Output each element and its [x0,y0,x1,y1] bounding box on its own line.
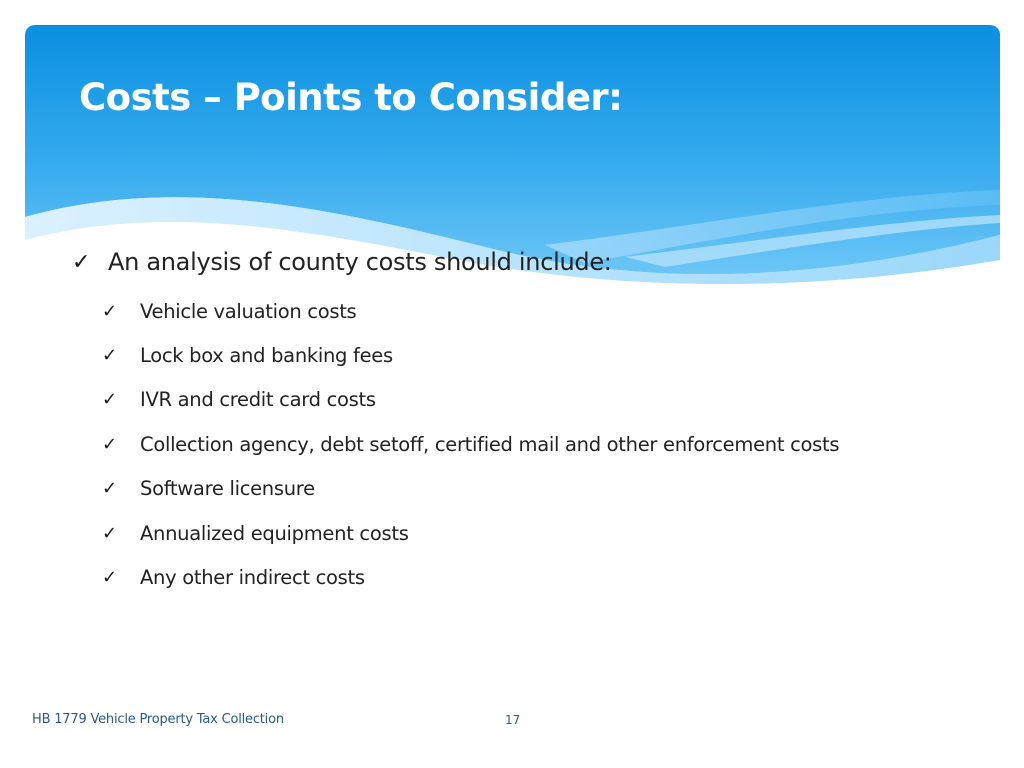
checkmark-icon: ✓ [72,249,91,275]
sub-bullet-list [72,289,972,600]
checkmark-icon: ✓ [102,300,118,322]
sub-bullet [72,289,972,333]
sub-bullet-text: Any other indirect costs [140,566,365,590]
checkmark-icon: ✓ [102,433,118,455]
sub-bullet-text: Annualized equipment costs [140,521,409,545]
slide-title: Costs – Points to Consider: [79,76,623,119]
checkmark-icon: ✓ [102,478,118,500]
sub-bullet [72,511,972,555]
sub-bullet-text: IVR and credit card costs [140,388,376,412]
checkmark-icon: ✓ [102,522,118,544]
checkmark-icon: ✓ [102,389,118,411]
sub-bullet-text: Lock box and banking fees [140,344,393,368]
sub-bullet [72,378,972,422]
checkmark-icon: ✓ [102,567,118,589]
sub-bullet [72,467,972,511]
sub-bullet [72,422,972,466]
sub-bullet [72,333,972,377]
main-bullet-text: An analysis of county costs should include: [108,248,612,276]
bullet-content [72,245,972,600]
sub-bullet [72,555,972,599]
sub-bullet-text: Collection agency, debt setoff, certified mail and other enforcement costs [140,432,840,456]
page-number: 17 [505,713,521,727]
sub-bullet-text: Vehicle valuation costs [140,299,357,323]
checkmark-icon: ✓ [102,345,118,367]
main-bullet [72,245,972,279]
sub-bullet-text: Software licensure [140,477,315,501]
footer-label: HB 1779 Vehicle Property Tax Collection [32,712,284,727]
